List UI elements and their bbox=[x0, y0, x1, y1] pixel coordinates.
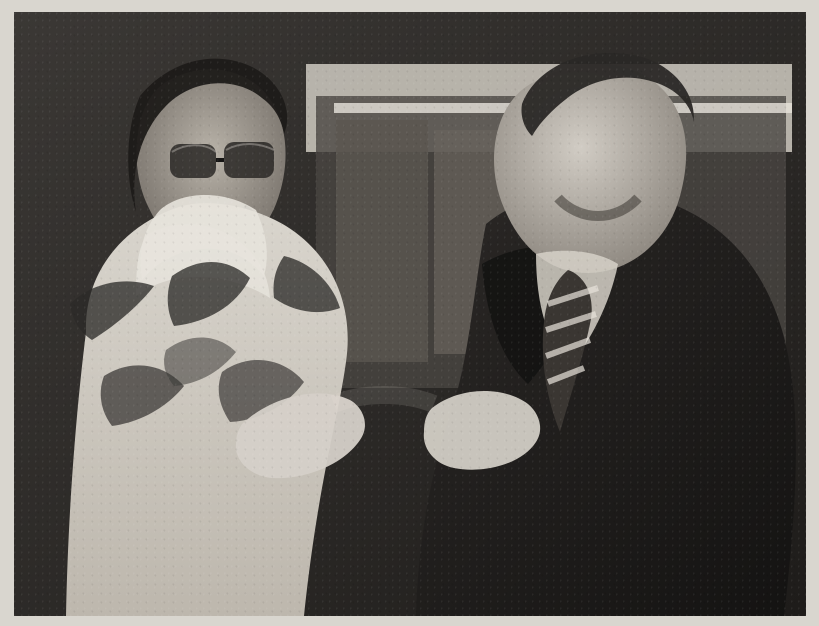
photograph bbox=[14, 12, 806, 616]
photo-illustration bbox=[14, 12, 806, 616]
